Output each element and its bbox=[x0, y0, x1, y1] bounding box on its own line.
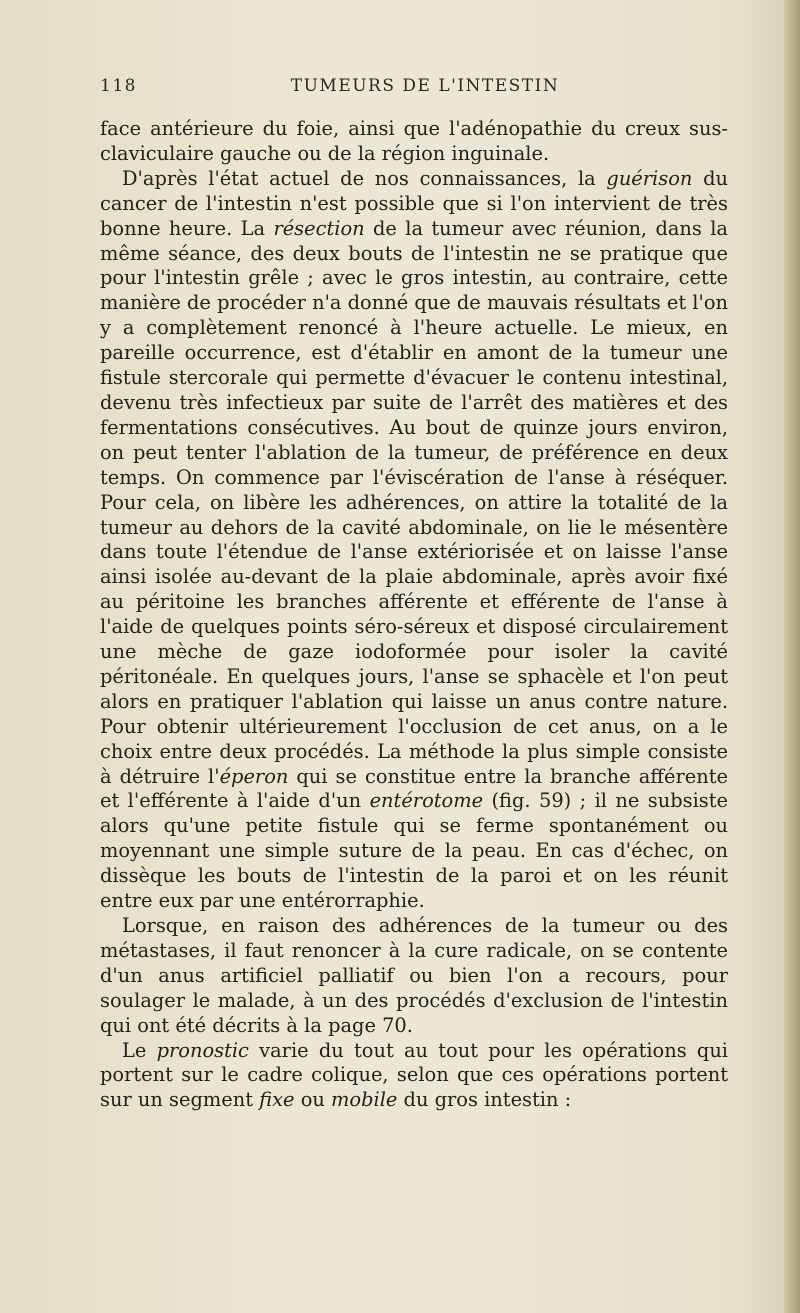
page-edge bbox=[784, 0, 800, 1313]
paragraph-2 bbox=[100, 167, 728, 914]
italic-term: résection bbox=[273, 216, 365, 240]
running-title: TUMEURS DE L'INTESTIN bbox=[290, 76, 560, 96]
paragraph-3 bbox=[100, 914, 728, 1039]
body-text bbox=[100, 117, 728, 1113]
text-run: face antérieure du foie, ainsi que l'adénopathie du creux sus-claviculaire gauche ou de la région inguinale. bbox=[100, 117, 728, 165]
italic-term: fixe bbox=[259, 1088, 295, 1112]
page-number: 118 bbox=[100, 76, 137, 96]
text-run: Lorsque, en raison des adhérences de la tumeur ou des métastases, il faut renoncer à la cure radicale, on se contente d'un anus artificiel palliatif ou bien l'on a recours, pour soulager le malade, à un des procédés d'exclusion de l'intestin qui ont été décrits à la page 70. bbox=[100, 914, 728, 1037]
paragraph-4 bbox=[100, 1039, 728, 1114]
text-run: ou bbox=[294, 1088, 332, 1112]
text-run: qui se constitue entre la branche afférente et l'efférente à l'aide d'un bbox=[100, 764, 728, 813]
text-run: Le bbox=[122, 1038, 157, 1062]
italic-term: mobile bbox=[331, 1088, 398, 1112]
running-header bbox=[100, 72, 730, 102]
italic-term: guérison bbox=[606, 166, 693, 190]
italic-term: pronostic bbox=[156, 1038, 249, 1062]
text-run: D'après l'état actuel de nos connaissances, la bbox=[122, 166, 607, 190]
text-run: du gros intestin : bbox=[397, 1088, 572, 1112]
italic-term: entérotome bbox=[369, 789, 484, 813]
paragraph-1 bbox=[100, 117, 728, 167]
text-run: du cancer de l'intestin n'est possible que si l'on intervient de très bonne heure. La bbox=[100, 166, 728, 240]
italic-term: éperon bbox=[219, 764, 289, 788]
text-run: (fig. 59) ; il ne subsiste alors qu'une petite fistule qui se ferme spontanément ou moyennant une simple suture de la peau. En cas d'échec, on dissèque les bouts de l'intestin de la paroi et on les réunit entre eux par une entérorraphie. bbox=[100, 789, 728, 913]
text-run: de la tumeur avec réunion, dans la même séance, des deux bouts de l'intestin ne se pratique que pour l'intestin grêle ; avec le gros intestin, au contraire, cette manière de procéder n'a donné que de mauvais résultats et l'on y a complètement renoncé à l'heure actuelle. Le mieux, en pareille occurrence, est d'établir en amont de la tumeur une fistule stercorale qui permette d'évacuer le contenu intestinal, devenu très infectieux par suite de l'arrêt des matières et des fermentations consécutives. Au bout de quinze jours environ, on peut tenter l'ablation de la tumeur, de préférence en deux temps. On commence par l'éviscération de l'anse à réséquer. Pour cela, on libère les adhérences, on attire la totalité de la tumeur au dehors de la cavité abdominale, on lie le mésentère dans toute l'étendue de l'anse extériorisée et on laisse l'anse ainsi isolée au-devant de la plaie abdominale, après avoir fixé au péritoine les branches afférente et efférente de l'anse à l'aide de quelques points séro-séreux et disposé circulairement une mèche de gaze iodoformée pour isoler la cavité péritonéale. En quelques jours, l'anse se sphacèle et l'on peut alors en pratiquer l'ablation qui laisse un anus contre nature. Pour obtenir ultérieurement l'occlusion de cet anus, on a le choix entre deux procédés. La méthode la plus simple consiste à détruire l' bbox=[100, 216, 728, 788]
text-run: varie du tout au tout pour les opérations qui portent sur le cadre colique, selon que ces opérations portent sur un segment bbox=[100, 1038, 729, 1112]
